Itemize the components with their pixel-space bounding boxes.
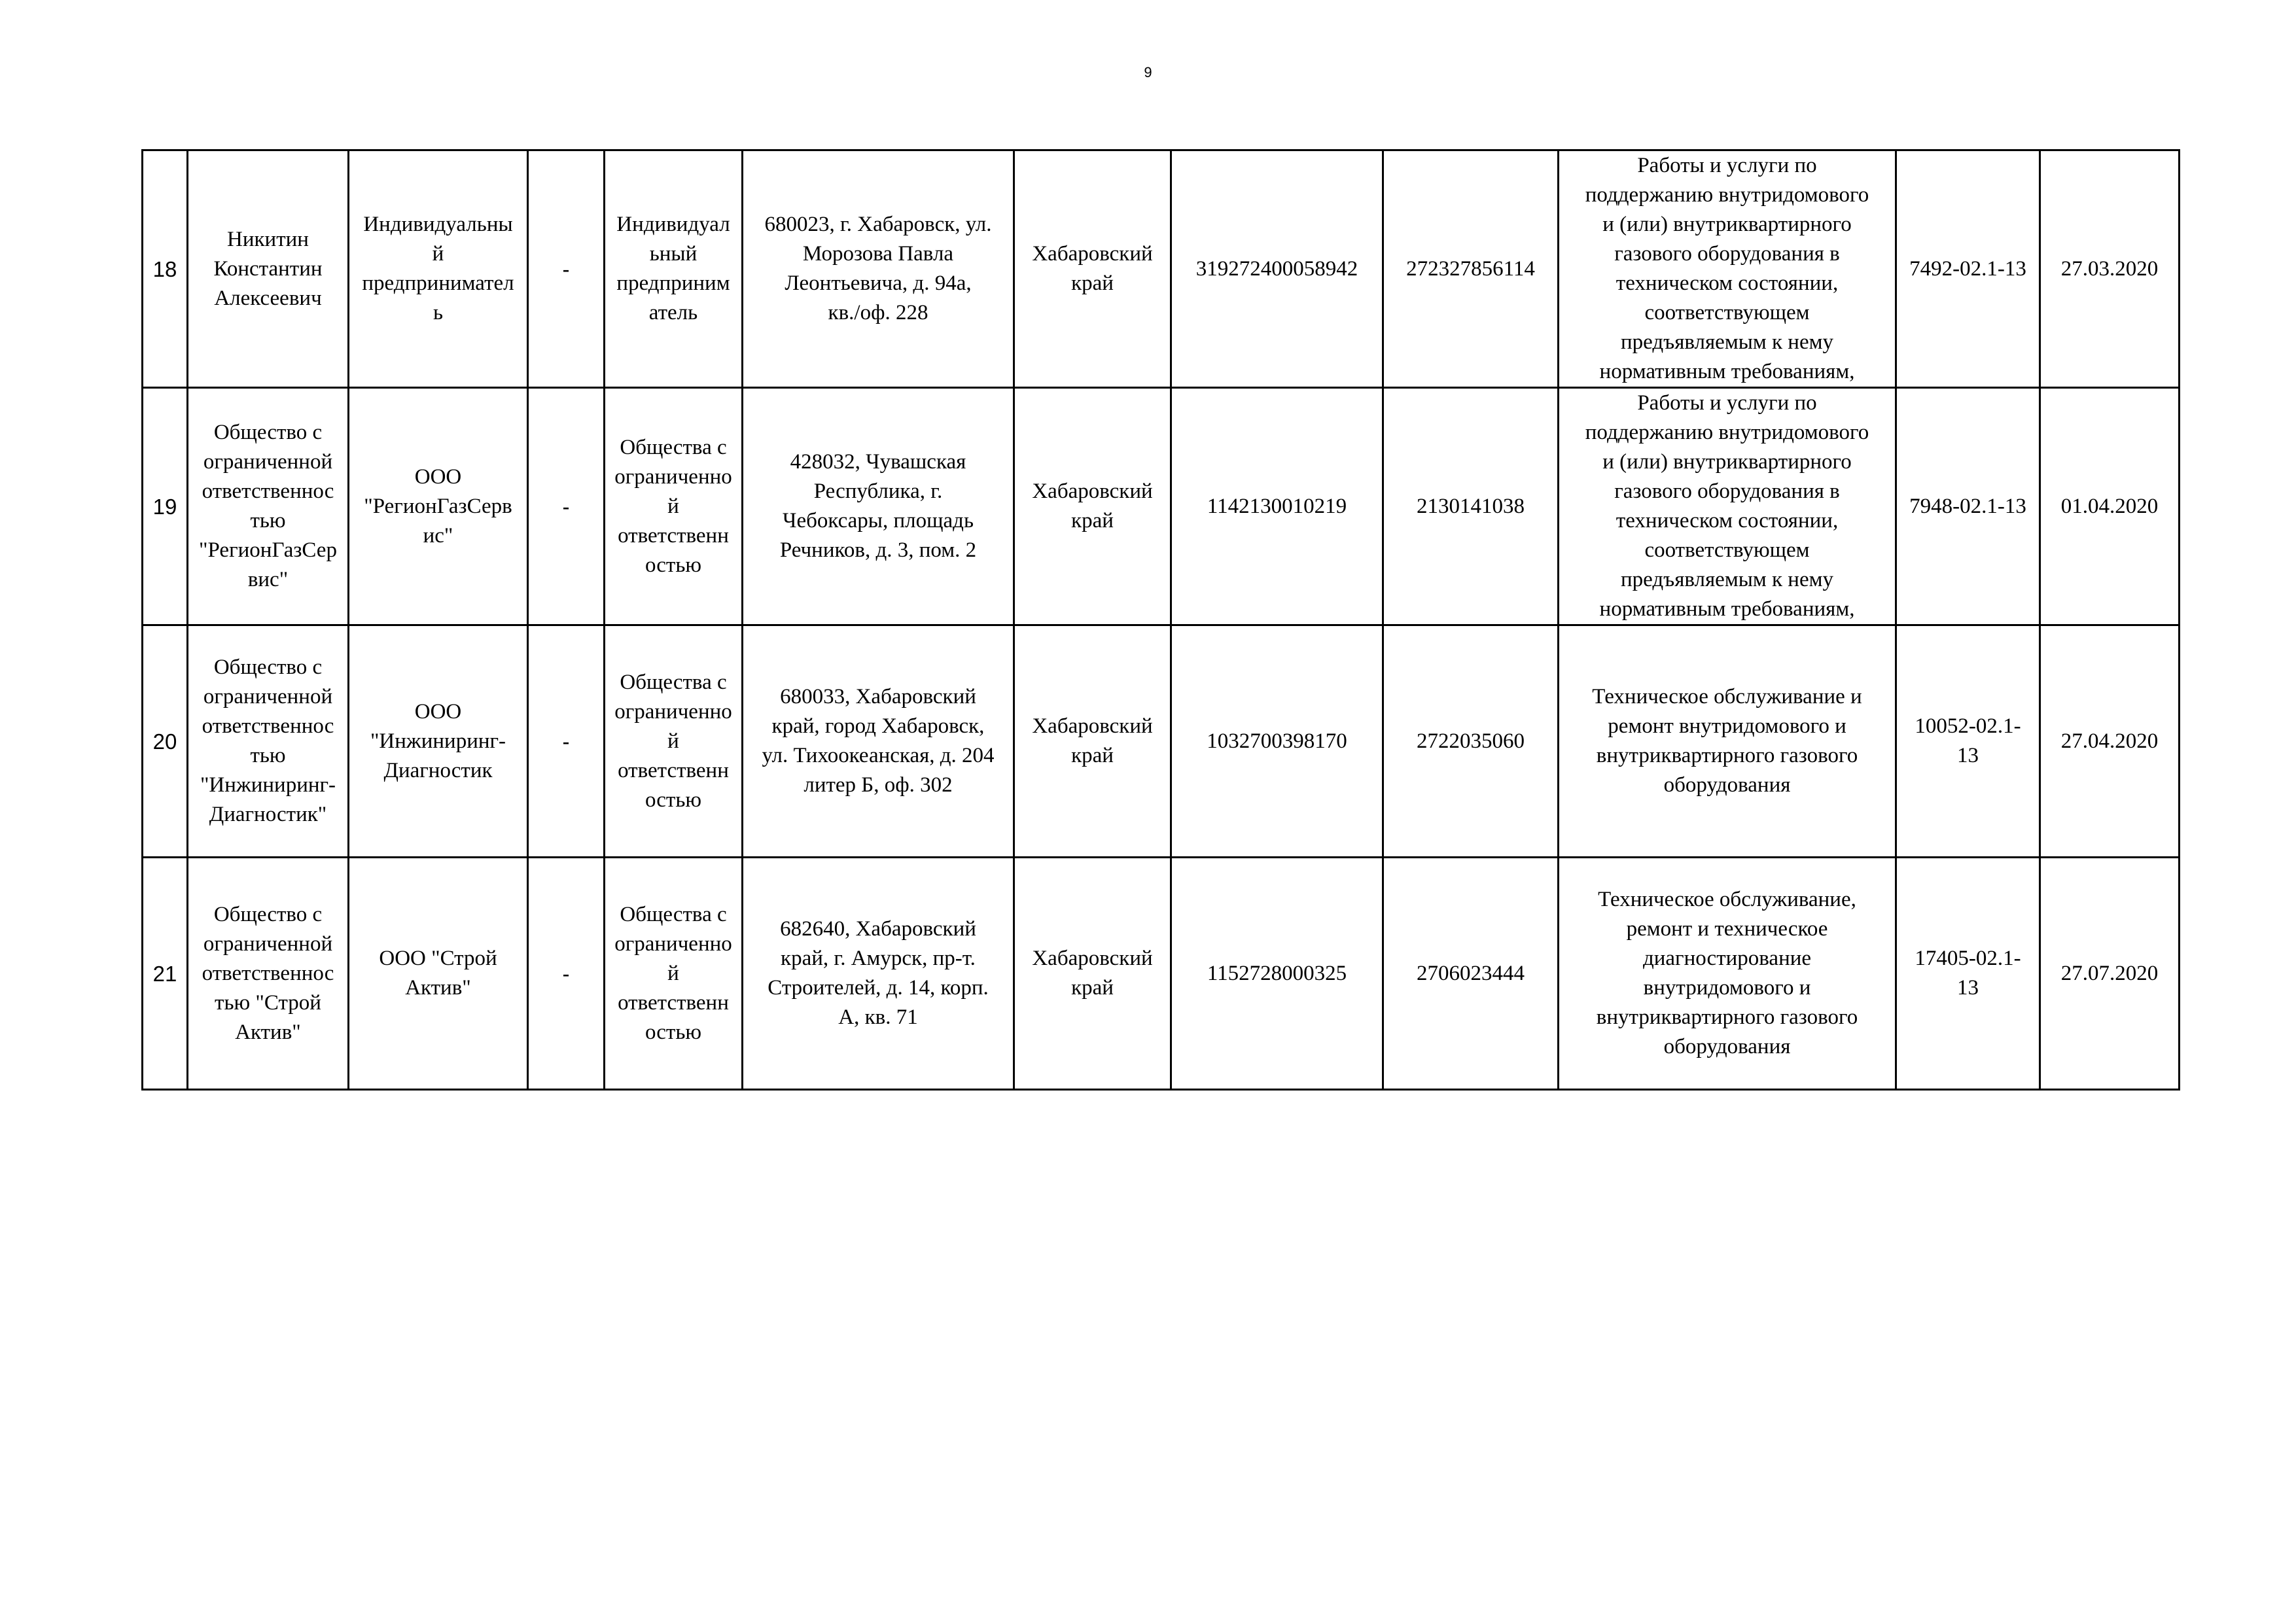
region-cell: Хабаровский край — [1014, 858, 1171, 1090]
date-cell: 27.07.2020 — [2040, 858, 2180, 1090]
date-cell: 27.04.2020 — [2040, 625, 2180, 858]
table-row — [143, 858, 2180, 1090]
ogrn-cell: 1142130010219 — [1171, 388, 1383, 625]
row-number-cell: 21 — [143, 858, 188, 1090]
short-name-cell: ООО "Инжиниринг- Диагностик — [349, 625, 528, 858]
table-row — [143, 150, 2180, 388]
address-cell: 682640, Хабаровский край, г. Амурск, пр-т. Строителей, д. 14, корп. А, кв. 71 — [743, 858, 1014, 1090]
address-cell: 428032, Чувашская Республика, г. Чебоксары, площадь Речников, д. 3, пом. 2 — [743, 388, 1014, 625]
short-name-cell: ООО "РегионГазСерв ис" — [349, 388, 528, 625]
inn-cell: 2722035060 — [1383, 625, 1559, 858]
work-type-cell: Работы и услуги по поддержанию внутридомового и (или) внутриквартирного газового оборудования в техническом состоянии, соответствующем предъявляемым к нему нормативным требованиям, — [1559, 388, 1896, 625]
legal-form-cell: Общества с ограниченно й ответственн остью — [605, 388, 743, 625]
row-number-cell: 18 — [143, 150, 188, 388]
table-row — [143, 625, 2180, 858]
work-type-cell: Работы и услуги по поддержанию внутридомового и (или) внутриквартирного газового оборудования в техническом состоянии, соответствующем предъявляемым к нему нормативным требованиям, — [1559, 150, 1896, 388]
dash-cell: - — [528, 625, 605, 858]
registry-table — [141, 149, 2180, 1091]
full-name-cell: Общество с ограниченной ответственнос тью "Строй Актив" — [188, 858, 349, 1090]
dash-cell: - — [528, 858, 605, 1090]
date-cell: 27.03.2020 — [2040, 150, 2180, 388]
registration-number-cell: 17405-02.1- 13 — [1896, 858, 2040, 1090]
dash-cell: - — [528, 388, 605, 625]
address-cell: 680033, Хабаровский край, город Хабаровск, ул. Тихоокеанская, д. 204 литер Б, оф. 302 — [743, 625, 1014, 858]
short-name-cell: ООО "Строй Актив" — [349, 858, 528, 1090]
ogrn-cell: 319272400058942 — [1171, 150, 1383, 388]
work-type-cell: Техническое обслуживание, ремонт и техническое диагностирование внутридомового и внутриквартирного газового оборудования — [1559, 858, 1896, 1090]
legal-form-cell: Общества с ограниченно й ответственн остью — [605, 625, 743, 858]
registration-number-cell: 7492-02.1-13 — [1896, 150, 2040, 388]
short-name-cell: Индивидуальны й предпринимател ь — [349, 150, 528, 388]
legal-form-cell: Общества с ограниченно й ответственн остью — [605, 858, 743, 1090]
ogrn-cell: 1152728000325 — [1171, 858, 1383, 1090]
full-name-cell: Общество с ограниченной ответственнос тью "РегионГазСер вис" — [188, 388, 349, 625]
work-type-cell: Техническое обслуживание и ремонт внутридомового и внутриквартирного газового оборудования — [1559, 625, 1896, 858]
region-cell: Хабаровский край — [1014, 150, 1171, 388]
inn-cell: 2130141038 — [1383, 388, 1559, 625]
region-cell: Хабаровский край — [1014, 625, 1171, 858]
ogrn-cell: 1032700398170 — [1171, 625, 1383, 858]
inn-cell: 272327856114 — [1383, 150, 1559, 388]
inn-cell: 2706023444 — [1383, 858, 1559, 1090]
full-name-cell: Общество с ограниченной ответственнос тью "Инжиниринг- Диагностик" — [188, 625, 349, 858]
legal-form-cell: Индивидуал ьный предприним атель — [605, 150, 743, 388]
table-row — [143, 388, 2180, 625]
dash-cell: - — [528, 150, 605, 388]
date-cell: 01.04.2020 — [2040, 388, 2180, 625]
row-number-cell: 20 — [143, 625, 188, 858]
full-name-cell: Никитин Константин Алексеевич — [188, 150, 349, 388]
address-cell: 680023, г. Хабаровск, ул. Морозова Павла Леонтьевича, д. 94а, кв./оф. 228 — [743, 150, 1014, 388]
registration-number-cell: 10052-02.1- 13 — [1896, 625, 2040, 858]
page-number: 9 — [1144, 64, 1152, 80]
region-cell: Хабаровский край — [1014, 388, 1171, 625]
row-number-cell: 19 — [143, 388, 188, 625]
registration-number-cell: 7948-02.1-13 — [1896, 388, 2040, 625]
